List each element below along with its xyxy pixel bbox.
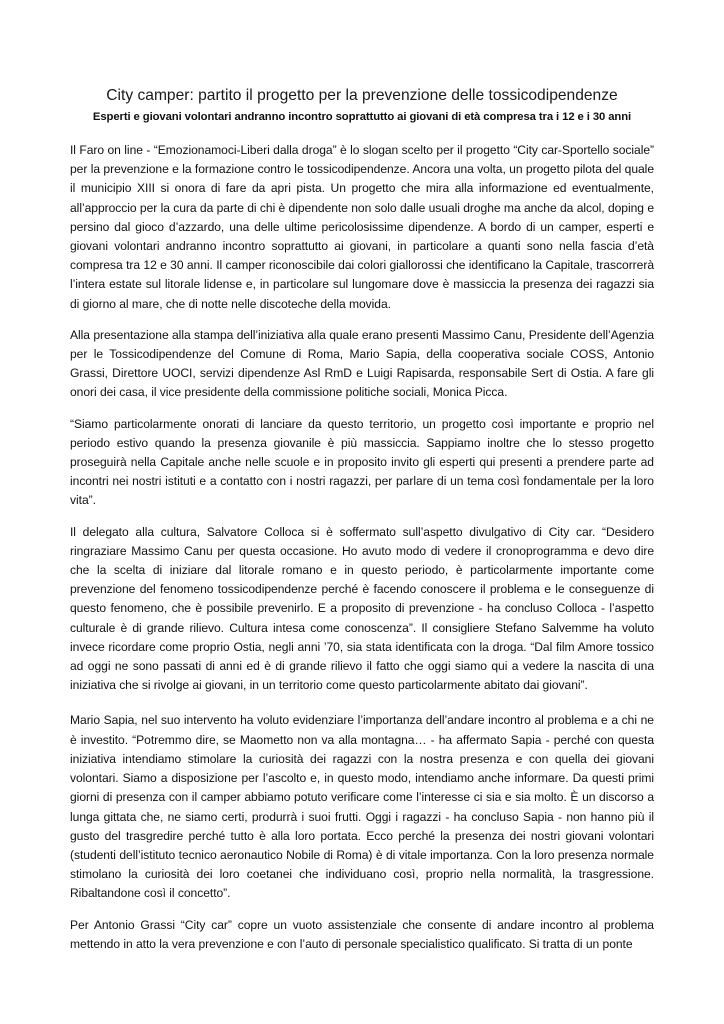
paragraph-presentation: Alla presentazione alla stampa dell’iniziativa alla quale erano presenti Massimo Canu, Presidente dell’Agenzia per le Tossicodipendenze del Comune di Roma, Mario Sapia, della cooperativa sociale COSS, Antonio Grassi, Direttore UOCI, servizi dipendenze Asl RmD e Luigi Rapisarda, responsabile Sert di Ostia. A fare gli onori dei casa, il vice presidente della commissione politiche sociali, Monica Picca. [70, 327, 654, 400]
paragraph-colloca: Il delegato alla cultura, Salvatore Colloca si è soffermato sull’aspetto divulgativo di City car. “Desidero ringraziare Massimo Canu per questa occasione. Ho avuto modo di vedere il cronoprogramma e devo dire che la scelta di iniziare dal litorale romano e in questo periodo, è particolarmente importante come prevenzione del fenomeno tossicodipendenze perché è facendo conoscere il problema e le conseguenze di questo fenomeno, che è possibile prevenirlo. E a proposito di prevenzione - ha concluso Colloca - l’aspetto culturale è di grande rilievo. Cultura intesa come conoscenza”. Il consigliere Stefano Salvemme ha voluto invece ricordare come proprio Ostia, negli anni ’70, sia stata identificata con la droga. “Dal film Amore tossico ad oggi ne sono passati di anni ed è di grande rilievo il fatto che oggi siamo qui a vedere la nascita di una iniziativa che si rivolge ai giovani, in un territorio come questo particolarmente abitato dai giovani”. [70, 524, 654, 693]
paragraph-sapia: Mario Sapia, nel suo intervento ha voluto evidenziare l’importanza dell’andare incontro al problema e a chi ne è investito. “Potremmo dire, se Maometto non va alla montagna… - ha affermato Sapia - perché con questa iniziativa intendiamo stimolare la curiosità dei ragazzi con la nostra presenza e con quella dei giovani volontari. Siamo a disposizione per l’ascolto e, in questo modo, intendiamo anche informare. Da questi primi giorni di presenza con il camper abbiamo potuto verificare come l’interesse ci sia e sia molto. È un discorso a lunga gittata che, ne siamo certi, produrrà i suoi frutti. Oggi i ragazzi - ha concluso Sapia - non hanno più il gusto del trasgredire perché tutto è alla loro portata. Ecco perché la presenza dei nostri giovani volontari (studenti dell’istituto tecnico aeronautico Nobile di Roma) è di vitale importanza. Con la loro presenza normale stimolano la curiosità dei loro coetanei che individuano così, proprio nella normalità, la trasgressione. Ribaltandone così il concetto”. [70, 713, 654, 901]
paragraph-quote-picca: “Siamo particolarmente onorati di lanciare da questo territorio, un progetto così importante e proprio nel periodo estivo quando la presenza giovanile è più massiccia. Sappiamo inoltre che lo stesso progetto proseguirà nella Capitale anche nelle scuole e in proposito invito gli esperti qui presenti a prendere parte ad incontri nei nostri istituti e a contatto con i nostri ragazzi, per parlare di un tema così fondamentale per la loro vita”. [70, 416, 654, 508]
paragraph-intro: Il Faro on line - “Emozionamoci-Liberi dalla droga” è lo slogan scelto per il progetto “City car-Sportello sociale” per la prevenzione e la formazione contro le tossicodipendenze. Ancora una volta, un progetto pilota del quale il municipio XIII si onora di fare da apri pista. Un progetto che mira alla informazione ed eventualmente, all’approccio per la cura da parte di chi è dipendente non solo dalle usuali droghe ma anche da alcol, doping e persino dal gioco d’azzardo, una delle ultime pericolosissime dipendenze. A bordo di un camper, esperti e giovani volontari andranno incontro soprattutto ai giovani, in particolare a quanti sono nella fascia d’età compresa tra 12 e 30 anni. Il camper riconoscibile dai colori giallorossi che identificano la Capitale, trascorrerà l’intera estate sul litorale lidense e, in particolare sul lungomare dove è massiccia la presenza dei ragazzi sia di giorno al mare, che di notte nelle discoteche della movida. [70, 143, 654, 311]
document-page [70, 86, 654, 966]
article-title: City camper: partito il progetto per la prevenzione delle tossicodipendenze [106, 87, 618, 104]
article-subtitle: Esperti e giovani volontari andranno incontro soprattutto ai giovani di età compresa tra i 12 e i 30 anni [92, 111, 632, 123]
paragraph-grassi: Per Antonio Grassi “City car” copre un vuoto assistenziale che consente di andare incontro al problema mettendo in atto la vera prevenzione e con l’auto di personale specialistico qualificato. Si tratta di un ponte [70, 917, 654, 951]
